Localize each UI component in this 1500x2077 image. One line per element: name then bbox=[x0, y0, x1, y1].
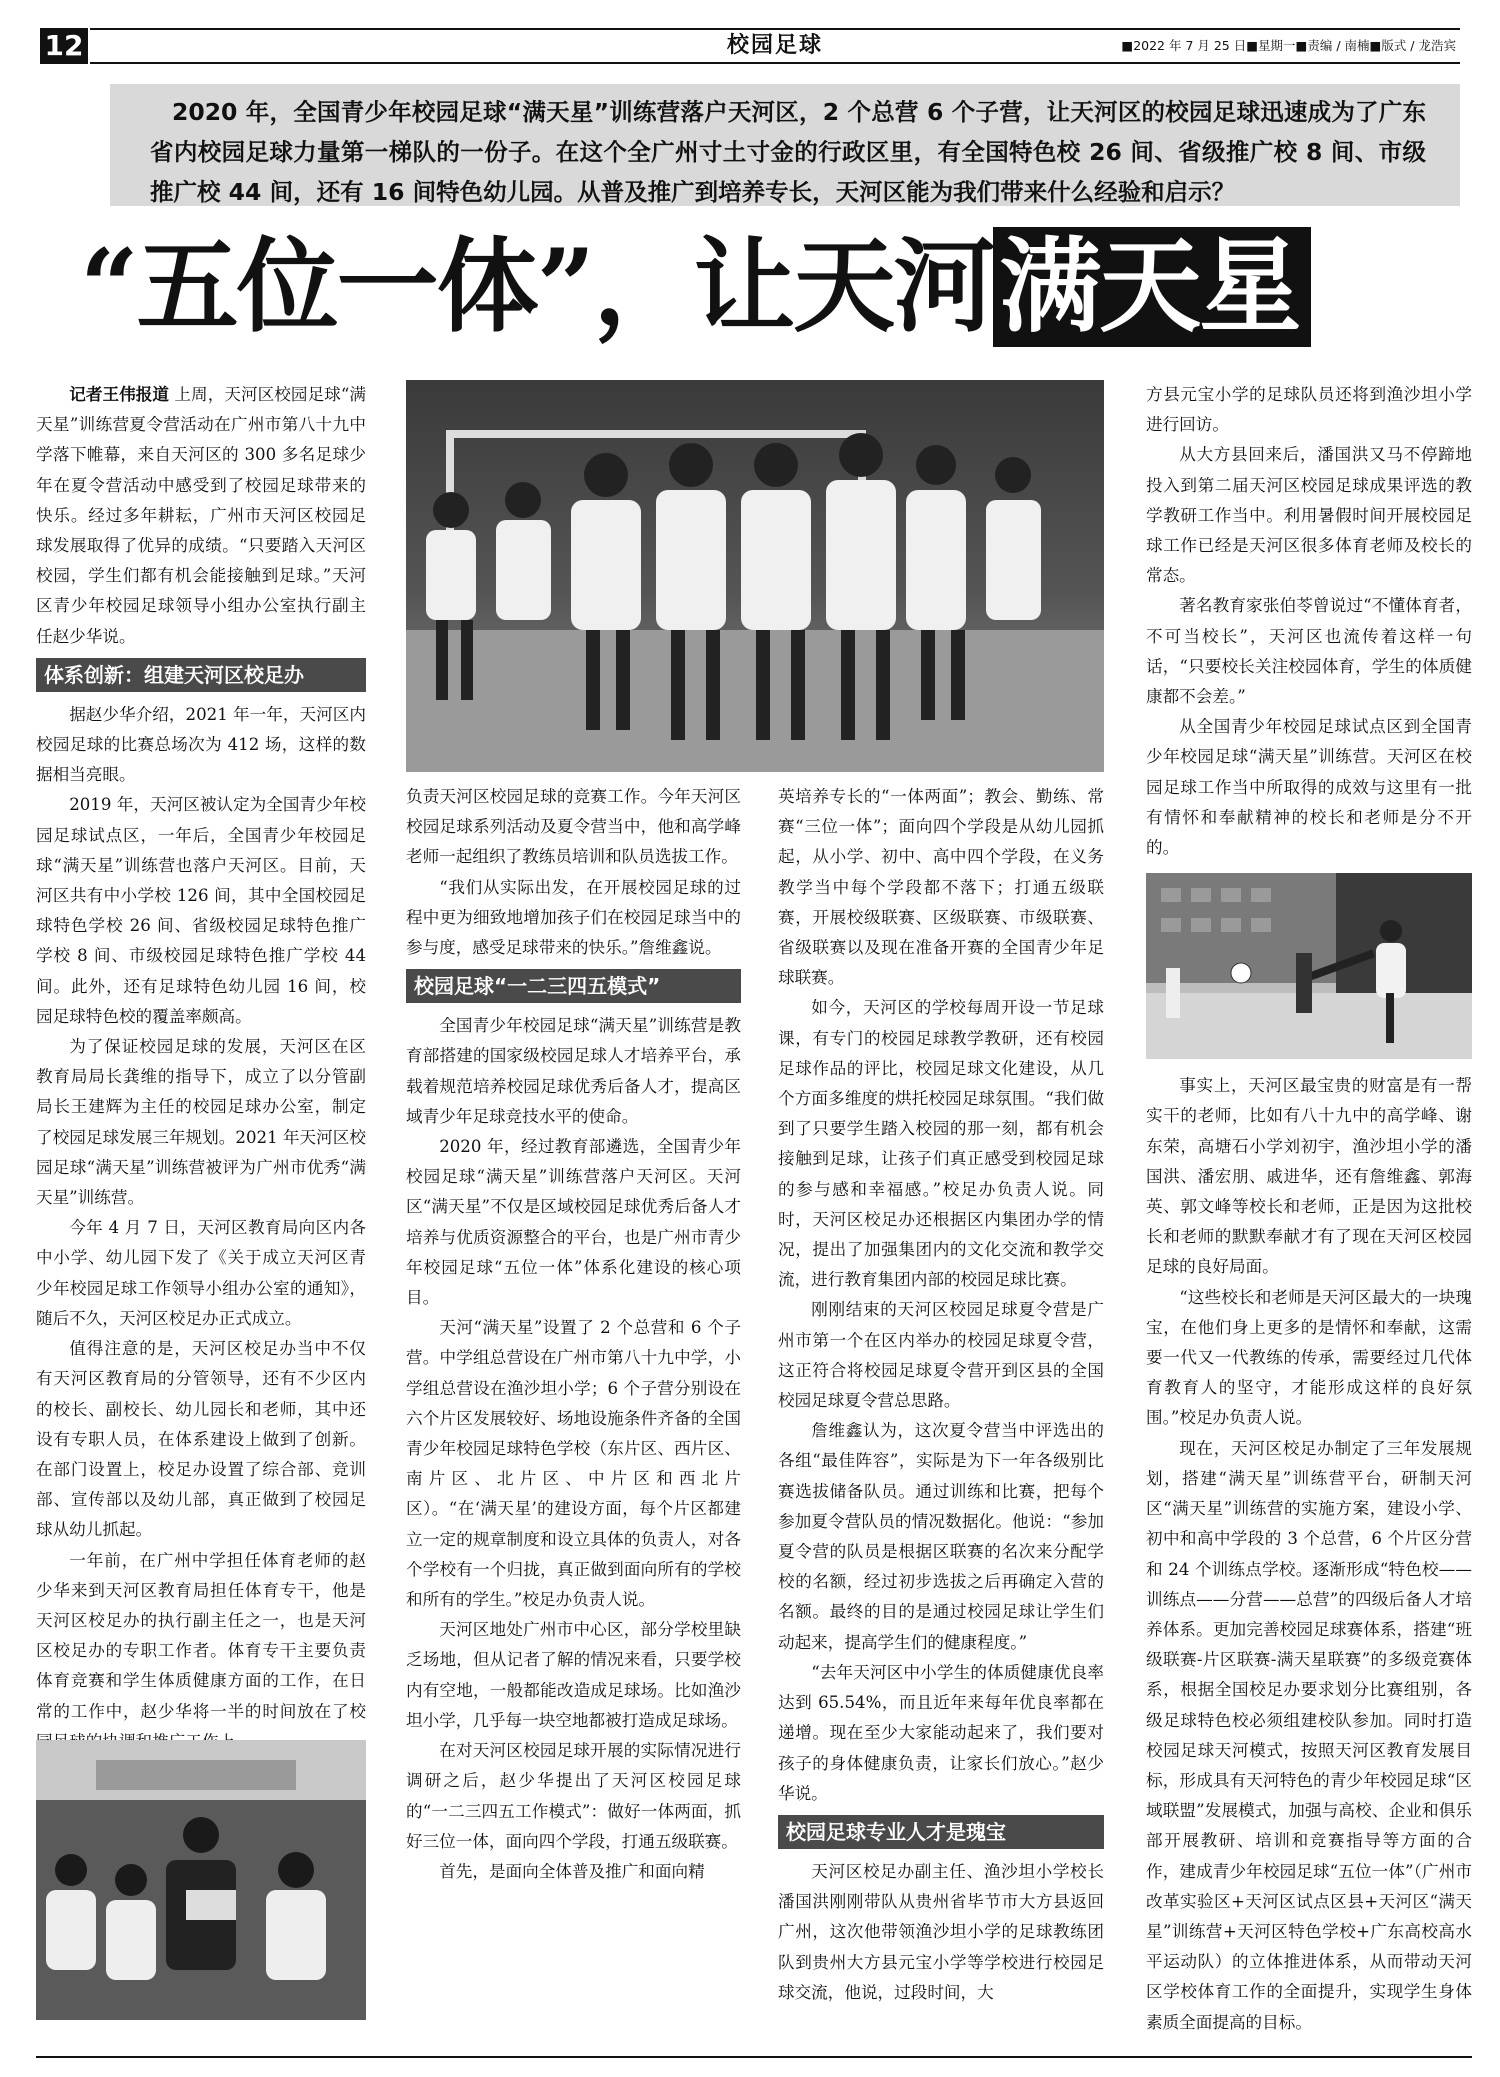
paragraph: 如今，天河区的学校每周开设一节足球课，有专门的校园足球教学教研，还有校园足球作品的评比，校园足球文化建设，从几个方面多维度的烘托校园足球氛围。“我们做到了只要学生踏入校园的那一刻，都有机会接触到足球，让孩子们真正感受到校园足球的参与感和幸福感。”校足办负责人说。同时，天河区校足办还根据区内集团办学的情况，提出了加强集团内的文化交流和教学交流，进行教育集团内部的校园足球比赛。 bbox=[778, 998, 1104, 1290]
dateline: ■2022 年 7 月 25 日■星期一■责编 / 南楠■版式 / 龙浩宾 bbox=[1121, 38, 1456, 53]
paragraph: 英培养专长的“一体两面”；教会、勤练、常赛“三位一体”；面向四个学段是从幼儿园抓起，从小学、初中、高中四个学段，在义务教学当中每个学段都不落下；打通五级联赛，开展校级联赛、区级联赛、市级联赛、省级联赛以及现在准备开赛的全国青少年足球联赛。 bbox=[778, 787, 1104, 988]
article-column-1 bbox=[36, 380, 366, 1817]
paragraph: 方县元宝小学的足球队员还将到渔沙坦小学进行回访。 bbox=[1146, 385, 1472, 435]
paragraph: 一年前，在广州中学担任体育老师的赵少华来到天河区教育局担任体育专干，他是天河区校足办的执行副主任之一，也是天河区校足办的专职工作者。体育专干主要负责体育竞赛和学生体质健康方面的工作，在日常的工作中，赵少华将一半的时间放在了校 bbox=[36, 1550, 366, 1721]
coach-photo bbox=[36, 1740, 366, 2020]
subheading-system-innovation: 体系创新：组建天河区校足办 bbox=[36, 658, 366, 692]
paragraph: 今年 4 月 7 日，天河区教育局向区内各中小学、幼儿园下发了《关于成立天河区青少年校园足球工作领导小组办公室的通知》，随后不久，天河区校足办正式成立。 bbox=[36, 1218, 366, 1328]
page-number: 12 bbox=[40, 28, 88, 64]
paragraph: 首先，是面向全体普及推广和面向精 bbox=[439, 1861, 705, 1881]
article-column-4 bbox=[1146, 380, 1472, 2038]
girl-kicking-ball-photo-icon bbox=[1146, 873, 1472, 1059]
article-column-2 bbox=[406, 782, 741, 1887]
paragraph: 天河区校足办副主任、渔沙坦小学校长潘国洪刚刚带队从贵州省毕节市大方县返回广州，这次他带领渔沙坦小学的足球教练团队到贵州大方县元宝小学等学校进行校园足球交流，他说，过段时间，大 bbox=[778, 1861, 1104, 2002]
paragraph: 事实上，天河区最宝贵的财富是有一帮实干的老师，比如有八十九中的高学峰、谢东荣，高塘石小学刘初宇，渔沙坦小学的潘国洪、潘宏朋、戚进华，还有詹维鑫、郭海英、郭文峰等校长和老师，正是因为这批校长和老师的默默奉献才有了现在天河区校园足球的良好局面。 bbox=[1146, 1076, 1472, 1277]
bottom-rule bbox=[36, 2056, 1472, 2058]
lead-summary: 2020 年，全国青少年校园足球“满天星”训练营落户天河区，2 个总营 6 个子营，让天河区的校园足球迅速成为了广东省内校园足球力量第一梯队的一份子。在这个全广州寸土寸金的行政区里，有全国特色校 26 间、省级推广校 8 间、市级推广校 44 间，还有 16 间特色幼儿园。从普及推广到培养专长，天河区能为我们带来什么经验和启示？ bbox=[40, 84, 1460, 206]
paragraph: 天河“满天星”设置了 2 个总营和 6 个子营。中学组总营设在广州市第八十九中学，小学组总营设在渔沙坦小学；6 个子营分别设在六个片区发展较好、场地设施条件齐备的全国青少年校园足球特色学校（东片区、西片区、南片区、北片区、中片区和西北片区）。“在‘满天星’的建设方面，每个片区都建立一定的规章制度和设立具体的负责人，对各个学校有一个归拢，真正做到面向所有的学校和所有的学生。”校足办负责人说。 bbox=[406, 1318, 741, 1610]
paragraph: 詹维鑫认为，这次夏令营当中评选出的各组“最佳阵容”，实际是为下一年各级别比赛选拔储备队员。通过训练和比赛，把每个参加夏令营队员的情况数据化。他说：“参加夏令营的队员是根据区联赛的名次来分配学校的名额，经过初步选拔之后再确定入营的名额。最终的目的是通过校园足球让学生们动起来，提高学生们的健康程度。” bbox=[778, 1421, 1104, 1652]
paragraph: 上周，天河区校园足球“满天星”训练营夏令营活动在广州市第八十九中学落下帷幕，来自天河区的 300 多名足球少年在夏令营活动中感受到了校园足球带来的快乐。经过多年耕耘，广州市天河区校园足球发展取得了优异的成绩。“只要踏入天河区校园，学生们都有机会能接触到足球。”天河区青少年校园足球领导小组办公室执行副主任赵少华说。 bbox=[36, 385, 367, 646]
paragraph: 从大方县回来后，潘国洪又马不停蹄地投入到第二届天河区校园足球成果评选的教学教研工作当中。利用暑假时间开展校园足球工作已经是天河区很多体育老师及校长的常态。 bbox=[1146, 445, 1472, 586]
paragraph: 天河区地处广州市中心区，部分学校里缺乏场地，但从记者了解的情况来看，只要学校内有空地，一般都能改造成足球场。比如渔沙坦小学，几乎每一块空地都被打造成足球场。 bbox=[406, 1620, 741, 1730]
headline-main: “五位一体”，让天河 bbox=[80, 227, 994, 347]
section-title: 校园足球 bbox=[726, 33, 823, 58]
paragraph: “去年天河区中小学生的体质健康优良率达到 65.54%，而且近年来每年优良率都在递增。现在至少大家能动起来了，我们要对孩子的身体健康负责，让家长们放心。”赵少华说。 bbox=[778, 1662, 1104, 1803]
paragraph: “这些校长和老师是天河区最大的一块瑰宝，在他们身上更多的是情怀和奉献，这需要一代又一代教练的传承，需要经过几代体育教育人的坚守，才能形成这样的良好氛围。”校足办负责人说。 bbox=[1146, 1287, 1472, 1428]
section-header-bar bbox=[90, 28, 1460, 64]
girl-kicking-photo bbox=[1146, 873, 1472, 1059]
subheading-12345-mode: 校园足球“一二三四五模式” bbox=[406, 969, 741, 1003]
paragraph: 2020 年，经过教育部遴选，全国青少年校园足球“满天星”训练营落户天河区。天河区“满天星”不仅是区域校园足球优秀后备人才培养与优质资源整合的平台，也是广州市青少年校园足球“五位一体”体系化建设的核心项目。 bbox=[406, 1137, 741, 1308]
paragraph: 值得注意的是，天河区校足办当中不仅有天河区教育局的分管领导，还有不少区内的校长、副校长、幼儿园长和老师，其中还设有专职人员，在体系建设上做到了创新。在部门设置上，校足办设置了综合部、竞训部、宣传部以及幼儿部，真正做到了校园足球从幼儿抓起。 bbox=[36, 1339, 366, 1540]
soccer-team-photo-icon bbox=[406, 380, 1104, 772]
headline bbox=[80, 222, 1311, 352]
lead-notch bbox=[40, 84, 110, 206]
paragraph: 为了保证校园足球的发展，天河区在区教育局局长龚维的指导下，成立了以分管副局长王建辉为主任的校园足球办公室，制定了校园足球发展三年规划。2021 年天河区校园足球“满天星”训练营被评为广州市优秀“满天星”训练营。 bbox=[36, 1037, 366, 1208]
headline-highlight: 满天星 bbox=[993, 227, 1311, 347]
article-column-3 bbox=[778, 782, 1104, 2008]
paragraph: 著名教育家张伯苓曾说过“不懂体育者，不可当校长”，天河区也流传着这样一句话，“只要校长关注校园体育，学生的体质健康都不会差。” bbox=[1146, 596, 1472, 707]
paragraph: 现在，天河区校足办制定了三年发展规划，搭建“满天星”训练营平台，研制天河区“满天星”训练营的实施方案，建设小学、初中和高中学段的 3 个总营，6 个片区分营和 24 个训练点学校。逐渐形成“特色校——训练点——分营——总营”的四级后备人才培养体系。更加完善校园足球赛体系，搭建“班级联赛-片区联赛-满天星联赛”的多级竞赛体系，根据全国校足办要求划分比赛组别，各级足球特色校必须组建校队参加。同时打造校园足球天河模式，按照天河区教育发展目标，形成具有天河特色的青少年校园足球“区域联盟”发展模式，加强与高校、企业和俱乐部开展教研、培训和竞赛指导等方面的合作，建成青少年校园足球“五位一体”（广州市改革实验区+天河区试点区县+天河区“满天星”训练营+天河区特色学校+广东高校高水平运动队）的立体推进体系，从而带动天河区学校体育工作的全面提升，实现学生身体素质全面提高的目标。 bbox=[1146, 1438, 1472, 2032]
paragraph: 刚刚结束的天河区校园足球夏令营是广州市第一个在区内举办的校园足球夏令营，这正符合将校园足球夏令营开到区县的全国校园足球夏令营总思路。 bbox=[778, 1300, 1104, 1411]
main-photo bbox=[406, 380, 1104, 772]
paragraph: “我们从实际出发，在开展校园足球的过程中更为细致地增加孩子们在校园足球当中的参与度，感受足球带来的快乐。”詹维鑫说。 bbox=[406, 877, 741, 958]
subheading-talent-treasure: 校园足球专业人才是瑰宝 bbox=[778, 1815, 1104, 1849]
paragraph: 据赵少华介绍，2021 年一年，天河区内校园足球的比赛总场次为 412 场，这样的数据相当亮眼。 bbox=[36, 704, 366, 785]
byline: 记者王伟报道 bbox=[69, 385, 170, 404]
paragraph: 从全国青少年校园足球试点区到全国青少年校园足球“满天星”训练营。天河区在校园足球工作当中所取得的成效与这里有一批有情怀和奉献精神的校长和老师是分不开的。 bbox=[1146, 717, 1472, 858]
coach-with-players-photo-icon bbox=[36, 1740, 366, 2020]
paragraph: 在对天河区校园足球开展的实际情况进行调研之后，赵少华提出了天河区校园足球的“一二三四五工作模式”：做好一体两面，抓好三位一体，面向四个学段，打通五级联赛。 bbox=[406, 1741, 741, 1851]
paragraph: 全国青少年校园足球“满天星”训练营是教育部搭建的国家级校园足球人才培养平台，承载着规范培养校园足球优秀后备人才，提高区域青少年足球竞技水平的使命。 bbox=[406, 1016, 741, 1126]
paragraph: 负责天河区校园足球的竞赛工作。今年天河区校园足球系列活动及夏令营当中，他和高学峰老师一起组织了教练员培训和队员选拔工作。 bbox=[406, 787, 741, 867]
paragraph: 2019 年，天河区被认定为全国青少年校园足球试点区，一年后，全国青少年校园足球“满天星”训练营也落户天河区。目前，天河区共有中小学校 126 间，其中全国校园足球特色学校 26 间、省级校园足球特色推广学校 8 间、市级校园足球特色推广学校 44 间。此外，还有足球特色幼儿园 16 间，校园足球特色校的覆盖率颇高。 bbox=[36, 795, 366, 1026]
